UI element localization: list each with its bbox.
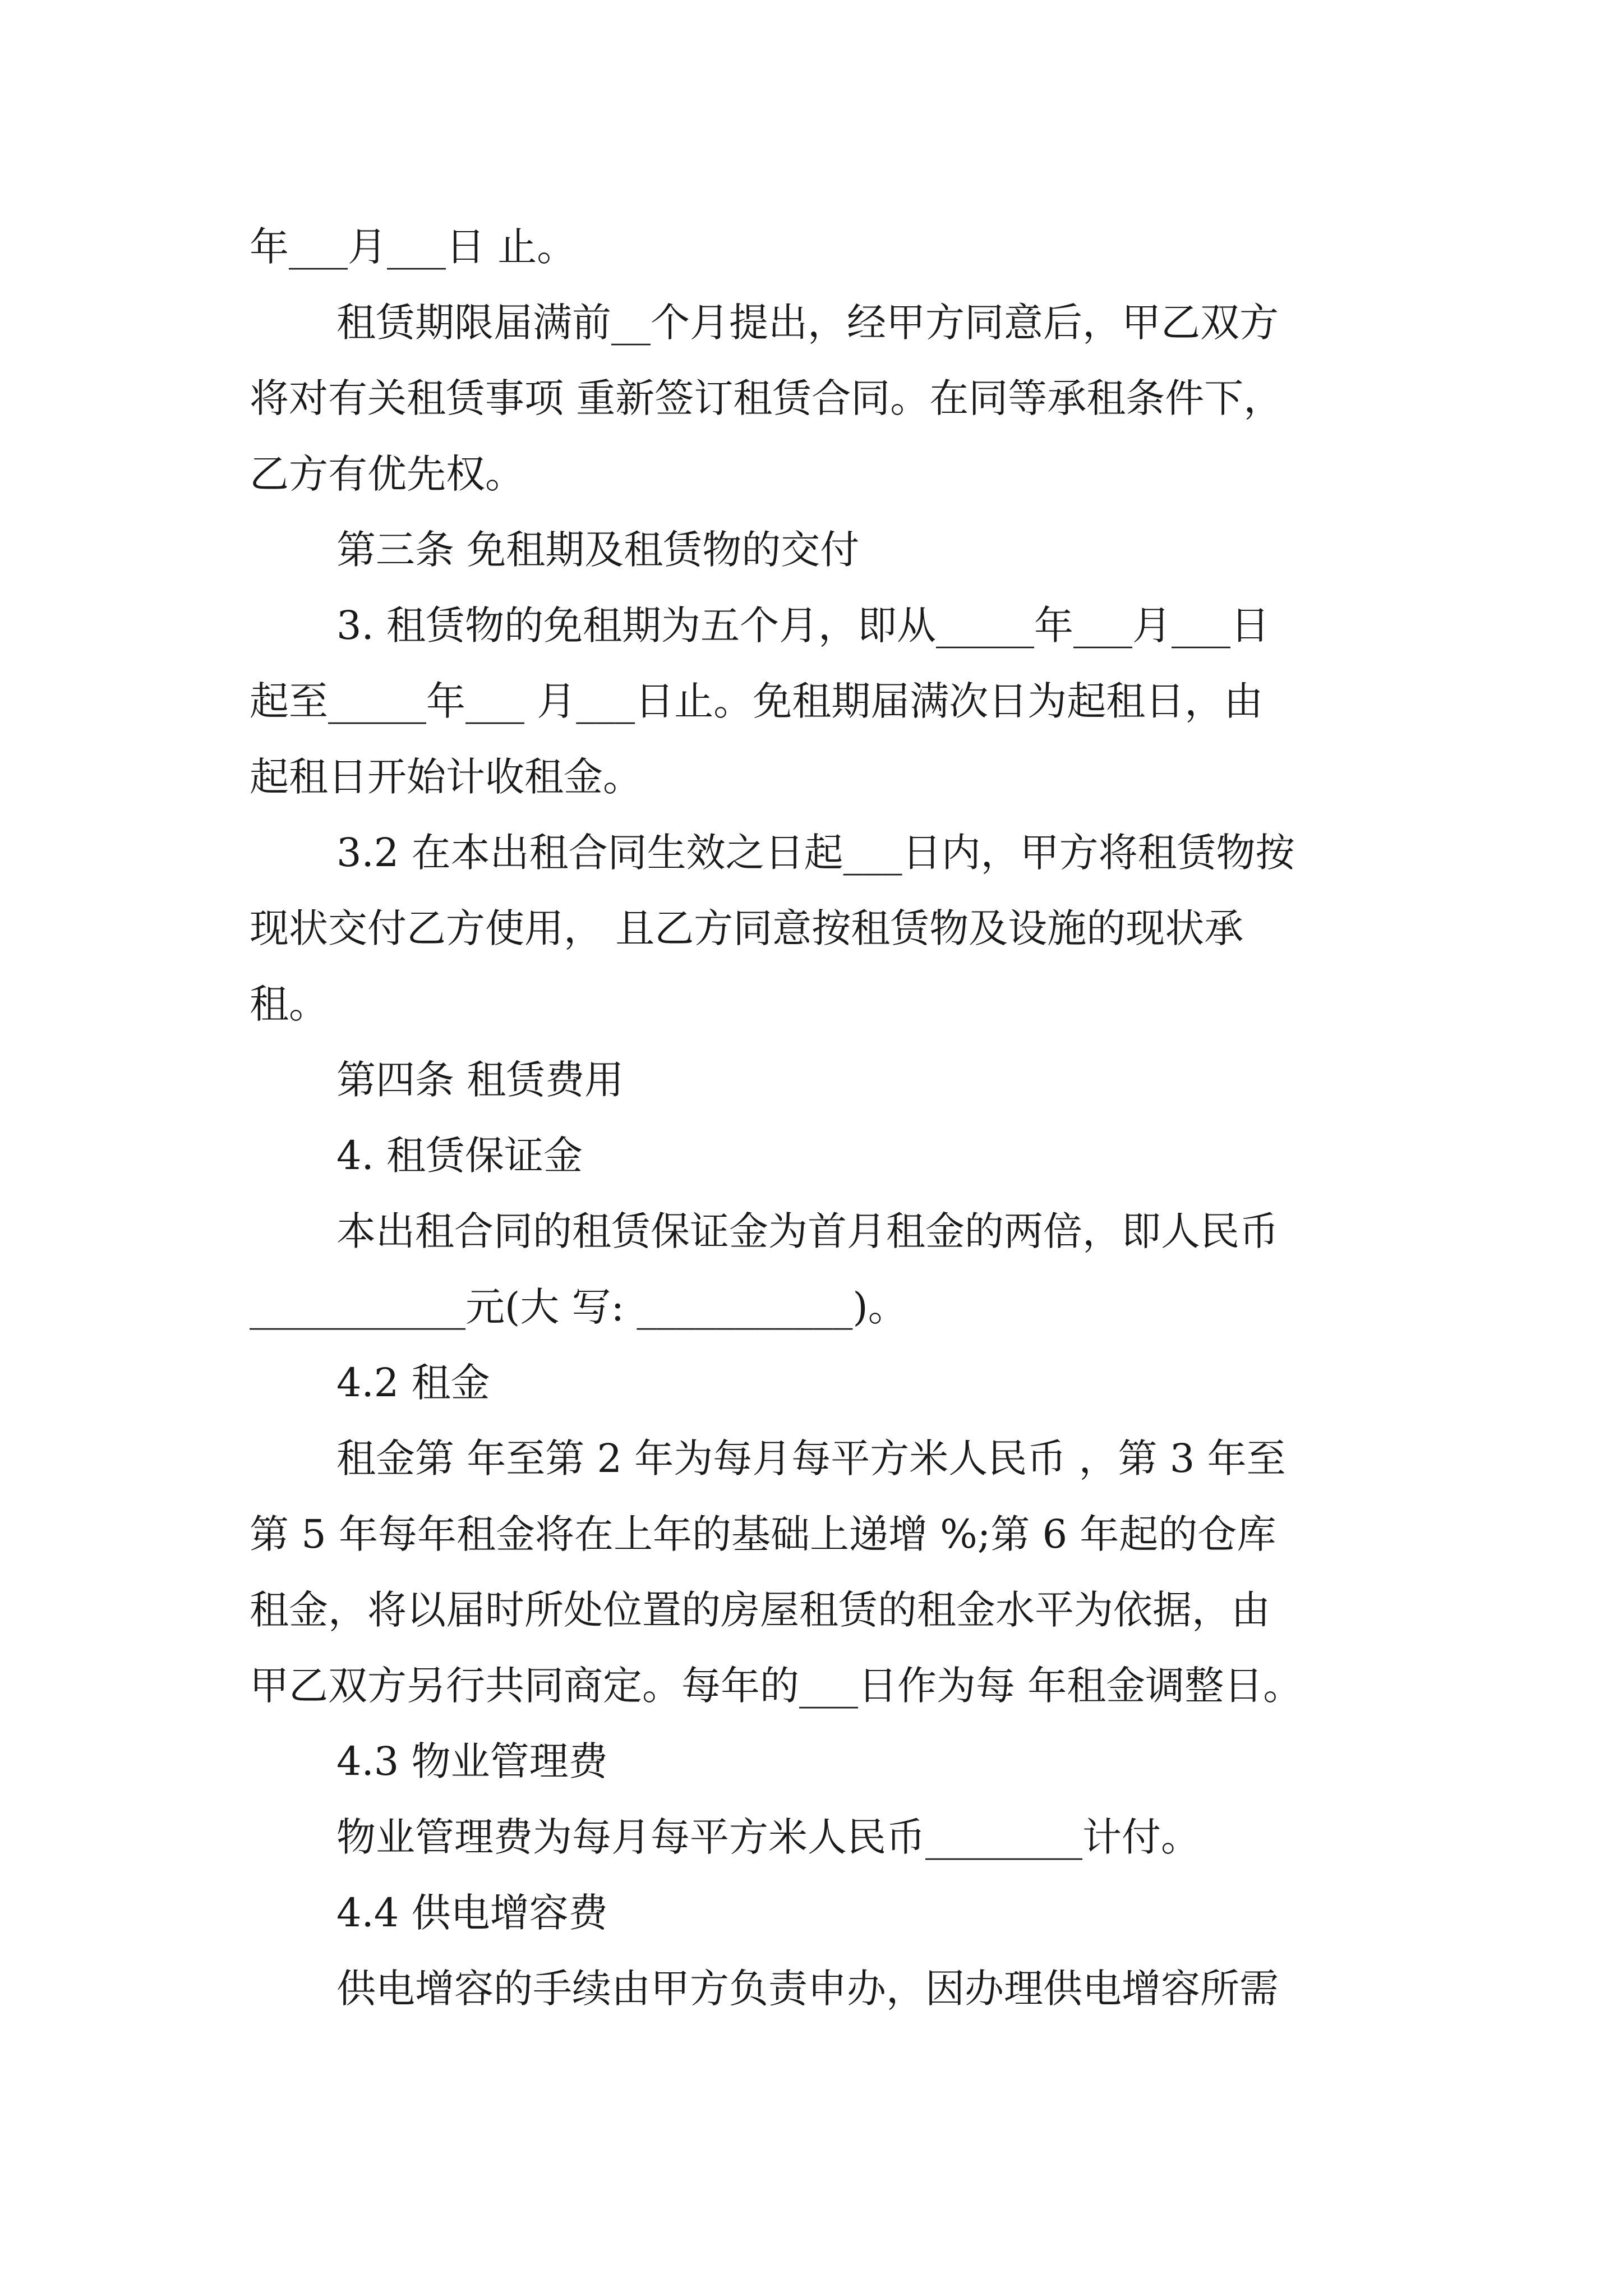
text-line: 乙方有优先权。	[250, 451, 524, 497]
text-line: 物业管理费为每月每平方米人民币________计付。	[336, 1814, 1200, 1860]
text-line: 3. 租赁物的免租期为五个月，即从_____年___月___日	[336, 602, 1270, 648]
text-line: 租。	[250, 981, 328, 1027]
text-line: 3.2 在本出租合同生效之日起___日内，甲方将租赁物按	[336, 830, 1295, 876]
text-line: 供电增容的手续由甲方负责申办，因办理供电增容所需	[336, 1966, 1279, 2012]
text-line: 起至_____年___ 月___日止。免租期届满次日为起租日，由	[250, 678, 1264, 724]
text-line: 起租日开始计收租金。	[250, 754, 642, 800]
text-line: 年___月___日 止。	[250, 224, 577, 270]
section-heading: 第四条 租赁费用	[336, 1057, 624, 1103]
subsection-heading: 4.4 供电增容费	[336, 1890, 608, 1936]
text-line: 租金第 年至第 2 年为每月每平方米人民币 ，第 3 年至	[336, 1435, 1286, 1481]
subsection-heading: 4. 租赁保证金	[336, 1133, 583, 1179]
subsection-heading: 4.3 物业管理费	[336, 1738, 608, 1784]
text-line: 租赁期限届满前__个月提出，经甲方同意后，甲乙双方	[336, 300, 1279, 346]
text-line: 甲乙双方另行共同商定。每年的___日作为每 年租金调整日。	[250, 1663, 1303, 1709]
subsection-heading: 4.2 租金	[336, 1360, 490, 1406]
text-line: 第 5 年每年租金将在上年的基础上递增 %;第 6 年起的仓库	[250, 1511, 1276, 1557]
text-line: ___________元(大 写: ___________)。	[250, 1284, 907, 1330]
text-line: 将对有关租赁事项 重新签订租赁合同。在同等承租条件下，	[250, 375, 1283, 421]
text-line: 租金，将以届时所处位置的房屋租赁的租金水平为依据，由	[250, 1587, 1270, 1633]
section-heading: 第三条 免租期及租赁物的交付	[336, 527, 860, 573]
text-line: 本出租合同的租赁保证金为首月租金的两倍，即人民币	[336, 1208, 1279, 1254]
text-line: 现状交付乙方使用， 且乙方同意按租赁物及设施的现状承	[250, 905, 1244, 951]
